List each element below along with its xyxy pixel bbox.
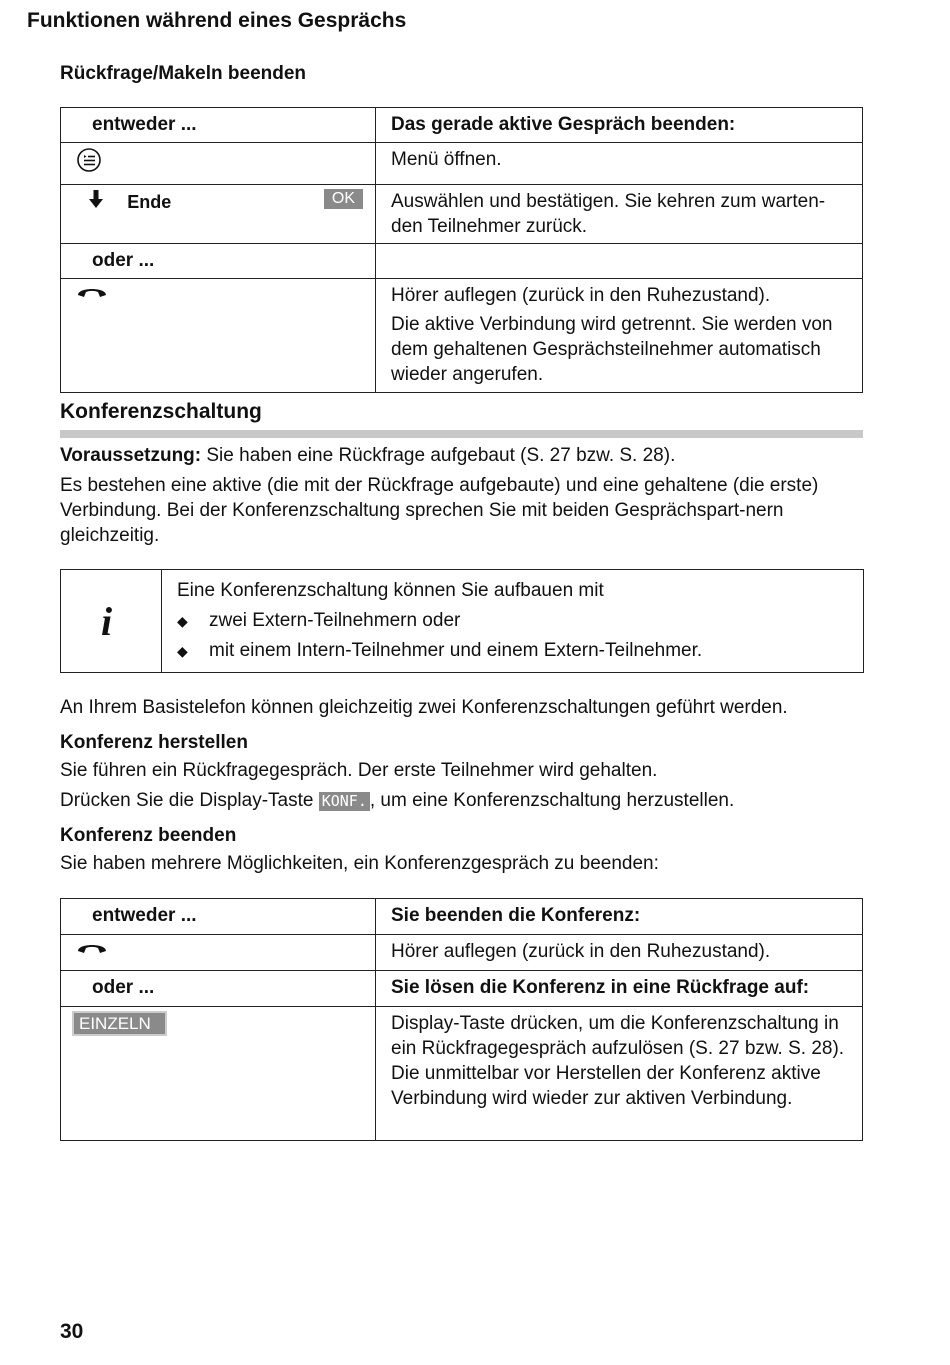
prerequisite-label: Voraussetzung: <box>60 445 202 466</box>
step-description-line: Die aktive Verbindung wird getrennt. Sie werden von dem gehaltenen Gesprächsteilnehmer automatisch wieder angerufen. <box>391 314 833 385</box>
steps-table-rueckfrage <box>60 107 863 393</box>
display-key-konf: KONF. <box>319 792 370 811</box>
subsection-heading: Konferenz herstellen <box>60 732 248 753</box>
paragraph: Es bestehen eine aktive (die mit der Rückfrage aufgebaute) und eine gehaltene (die erste) Verbindung. Bei der Konferenzschaltung sprechen Sie mit beiden Gesprächspart-nern gleichzeitig. <box>60 475 819 546</box>
info-bullet-item <box>177 636 702 666</box>
step-description: Sie lösen die Konferenz in eine Rückfrage auf: <box>376 971 863 1007</box>
prerequisite-text: Sie haben eine Rückfrage aufgebaut (S. 27 bzw. S. 28). <box>201 445 676 466</box>
step-key-cell <box>61 143 376 185</box>
step-description: Hörer auflegen (zurück in den Ruhezustand). <box>376 935 863 971</box>
steps-table-konferenz <box>60 898 863 1141</box>
info-bullet-text: zwei Extern-Teilnehmern oder <box>209 610 461 631</box>
paragraph: An Ihrem Basistelefon können gleichzeitig zwei Konferenzschaltungen geführt werden. <box>60 697 788 718</box>
section-heading-rueckfrage: Rückfrage/Makeln beenden <box>60 63 307 84</box>
hang-up-icon <box>76 939 108 964</box>
step-description: Das gerade aktive Gespräch beenden: <box>376 108 863 143</box>
table-row <box>61 143 863 185</box>
info-divider <box>161 570 162 672</box>
page-header-title: Funktionen während eines Gesprächs <box>27 9 407 32</box>
step-key-cell <box>61 279 376 393</box>
info-box <box>60 569 864 673</box>
page-number: 30 <box>60 1320 84 1343</box>
step-description-line: Hörer auflegen (zurück in den Ruhezustand). <box>391 285 771 306</box>
menu-entry-ende: Ende <box>127 191 172 212</box>
step-key-cell <box>61 935 376 971</box>
paragraph-text: Drücken Sie die Display-Taste <box>60 790 319 811</box>
step-description-empty <box>376 244 863 279</box>
table-row <box>61 1007 863 1141</box>
step-description-line: Die unmittelbar vor Herstellen der Konferenz aktive Verbindung wird wieder zur aktiven Verbindung. <box>391 1063 821 1109</box>
table-row <box>61 244 863 279</box>
step-description <box>376 279 863 393</box>
table-row <box>61 185 863 244</box>
step-label: oder ... <box>61 971 376 1007</box>
step-key-cell <box>61 1007 376 1141</box>
table-row <box>61 971 863 1007</box>
prerequisite <box>60 443 863 468</box>
step-description <box>376 1007 863 1141</box>
info-icon: i <box>101 599 113 644</box>
step-label: entweder ... <box>61 899 376 935</box>
table-row <box>61 935 863 971</box>
info-bullet-text: mit einem Intern-Teilnehmer und einem Extern-Teilnehmer. <box>209 640 703 661</box>
paragraph: Sie haben mehrere Möglichkeiten, ein Konferenzgespräch zu beenden: <box>60 853 659 874</box>
step-description: Auswählen und bestätigen. Sie kehren zum warten-den Teilnehmer zurück. <box>376 185 863 244</box>
paragraph-text: , um eine Konferenzschaltung herzustellen. <box>369 790 735 811</box>
section-divider <box>60 430 863 438</box>
subsection-heading: Konferenz beenden <box>60 825 237 846</box>
arrow-down-icon <box>88 189 104 216</box>
info-content <box>177 576 702 666</box>
ok-key: OK <box>324 189 363 209</box>
paragraph <box>60 788 734 813</box>
section-heading-konferenz: Konferenzschaltung <box>60 400 262 423</box>
menu-key-icon <box>76 147 102 180</box>
step-description: Menü öffnen. <box>376 143 863 185</box>
step-key-cell <box>61 185 376 244</box>
step-label: oder ... <box>61 244 376 279</box>
diamond-bullet-icon: ◆ <box>177 643 188 659</box>
hang-up-icon <box>76 283 108 308</box>
step-label: entweder ... <box>61 108 376 143</box>
step-description-line: Display-Taste drücken, um die Konferenzschaltung in ein Rückfragegespräch aufzulösen (S. 27 bzw. S. 28). <box>391 1013 845 1059</box>
paragraph: Sie führen ein Rückfragegespräch. Der erste Teilnehmer wird gehalten. <box>60 760 658 781</box>
display-key-einzeln: EINZELN <box>72 1011 167 1036</box>
info-bullet-item <box>177 606 702 636</box>
diamond-bullet-icon: ◆ <box>177 613 188 629</box>
table-row <box>61 108 863 143</box>
table-row <box>61 899 863 935</box>
info-line: Eine Konferenzschaltung können Sie aufbauen mit <box>177 580 604 601</box>
step-description: Sie beenden die Konferenz: <box>376 899 863 935</box>
table-row <box>61 279 863 393</box>
